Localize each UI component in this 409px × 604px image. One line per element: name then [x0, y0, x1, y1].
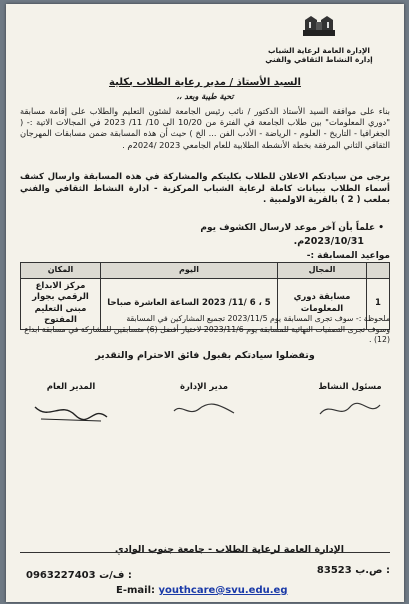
- footer-title: الإدارة العامة لرعاية الطلاب - جامعة جنوب الوادي: [115, 544, 344, 555]
- footer-divider: [20, 552, 390, 553]
- pobox-label: ص.ب :: [355, 565, 390, 576]
- university-logo-icon: [299, 12, 339, 40]
- signature-scribble-3: [31, 399, 111, 423]
- cell-day: 5 ، 6 /11/ 2023 الساعة العاشرة صباحا: [101, 278, 278, 329]
- schedule-header-row: [21, 263, 390, 279]
- notes-block: [20, 314, 390, 346]
- letterhead: [244, 12, 394, 65]
- cell-num: 1: [367, 278, 390, 329]
- bullet-icon: •: [378, 223, 384, 233]
- closing-line: وتفضلوا سيادتكم بقبول فائق الاحترام والتقدير: [95, 350, 315, 361]
- signature-general-manager: [26, 382, 116, 423]
- header-cell-field: المجال: [278, 263, 367, 279]
- signature-scribble-1: [315, 399, 385, 421]
- phone-value: 0963227403: [26, 570, 96, 581]
- signature-title-2: مدير الإدارة: [179, 382, 229, 392]
- body-paragraph-2: يرجى من سيادتكم الاعلان للطلاب بكليتكم والمشاركة في هذه المسابقة وارسال كشف أسماء الطلاب ببيانات كاملة لرعاية الشباب المركزية - ادارة النشاط الثقافي والفني بملعب ( 2 ) بالقرية الاولمبية .: [20, 172, 390, 206]
- signature-activity-officer: [310, 382, 390, 421]
- header-cell-num: [367, 263, 390, 279]
- deadline-note: [200, 222, 384, 234]
- body-paragraph-1: بناء على موافقة السيد الأستاذ الدكتور / نائب رئيس الجامعة لشئون التعليم والطلاب على إقامة مسابقة "دوري المعلومات" بين طلاب الجامعة في الفترة من 10/20 الى 10/ 11/ 2023 في المجالات الاتية :- ( الجغرافيا - التاريخ - العلوم - الرياضة - الأدب الفن ... الخ ) حيث أن هذه المسابقة ضمن مسابقات المهرجان الثقافي الثاني المرفقة بخطة الأنشطة الطلابية للعام الجامعي 2023 /2024م .: [20, 106, 391, 150]
- signature-title-3: المدير العام: [46, 382, 96, 392]
- footer-pobox: [317, 564, 390, 578]
- header-cell-day: اليوم: [101, 263, 278, 279]
- dates-label: مواعيد المسابقة :-: [306, 251, 390, 261]
- note-line-1: ملحوظة :- سوف تجرى المسابقة يوم 2023/11/5 تجميع المشاركين في المسابقة: [126, 314, 390, 323]
- letter-page: [6, 4, 404, 602]
- note-line-2: وسوف تجرى التصفيات النهائية للمسابقة يوم 2023/11/6 لاختيار أفضل (6) متسابقين للمشاركة في مسابقة ابداع (12) .: [24, 324, 390, 345]
- email-label: E-mail:: [116, 585, 156, 596]
- signature-department-manager: [164, 382, 244, 421]
- deadline-date: 2023/10/31م.: [293, 236, 364, 247]
- signature-scribble-2: [169, 399, 239, 421]
- greeting: تحية طيبة وبعد ،،: [176, 92, 234, 101]
- cell-field: مسابقة دوري المعلومات: [278, 278, 367, 329]
- header-line-2: إدارة النشاط الثقافي والفني: [265, 55, 373, 65]
- signature-title-1: مسئول النشاط: [318, 382, 382, 392]
- pobox-value: 83523: [316, 565, 352, 576]
- footer-email: [116, 584, 287, 598]
- deadline-note-text: علماً بأن آخر موعد لارسال الكشوف يوم: [200, 223, 376, 233]
- footer-phone: [26, 569, 132, 583]
- header-line-1: الإدارة العامة لرعاية الشباب: [267, 45, 370, 55]
- phone-label: ف/ت :: [99, 570, 132, 581]
- header-cell-place: المكان: [21, 263, 101, 279]
- recipient-line: السيد الأستاذ / مدير رعاية الطلاب بكلية: [109, 77, 301, 88]
- email-link[interactable]: youthcare@svu.edu.eg: [158, 585, 288, 596]
- cell-place: مركز الابداع الرقمي بجوار مبنى التعليم المفتوح: [21, 278, 101, 329]
